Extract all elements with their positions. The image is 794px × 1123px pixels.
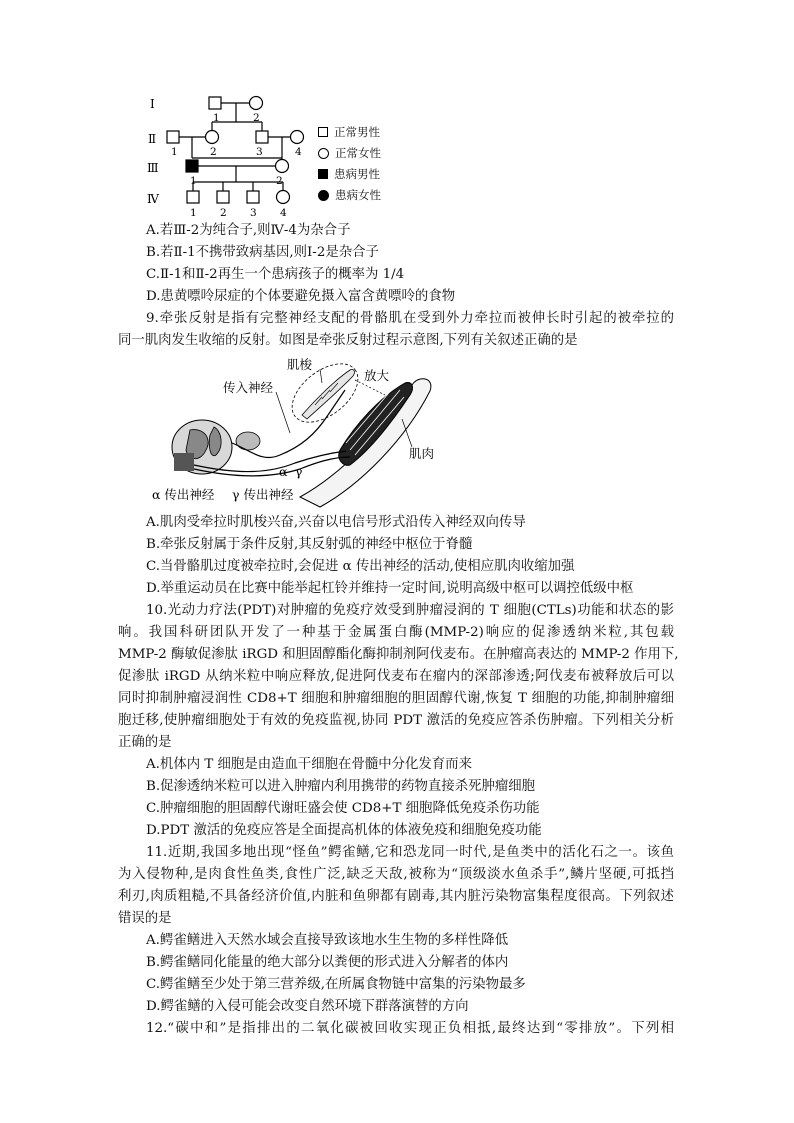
pedigree-II-3 bbox=[256, 131, 268, 143]
q9-option-b: B.牵张反射属于条件反射,其反射弧的神经中枢位于脊髓 bbox=[146, 537, 473, 552]
square-filled-icon bbox=[318, 169, 328, 179]
label-spindle: 肌梭 bbox=[287, 357, 313, 372]
num-I-2: 2 bbox=[253, 112, 260, 124]
pedigree-IV-3 bbox=[247, 191, 259, 203]
num-IV-2: 2 bbox=[220, 207, 227, 219]
label-afferent-nerve: 传入神经 bbox=[223, 380, 274, 395]
q12-stem-line-1: 12.“碳中和”是指排出的二氧化碳被回收实现正负相抵,最终达到“零排放”。下列相 bbox=[146, 1021, 674, 1036]
pedigree-I-2 bbox=[250, 97, 263, 110]
q10-stem-line-1: 10.光动力疗法(PDT)对肿瘤的免疫疗效受到肿瘤浸润的 T 细胞(CTLs)功能和状态的影 bbox=[146, 603, 674, 618]
q11-stem-line-2: 为入侵物种,是肉食性鱼类,食性广泛,缺乏天敌,被称为“顶级淡水鱼杀手”,鳞片坚硬,可抵挡 bbox=[118, 867, 674, 882]
legend-label: 正常男性 bbox=[334, 125, 380, 139]
legend-label: 正常女性 bbox=[335, 146, 381, 160]
q10-stem-line-7: 正确的是 bbox=[118, 735, 172, 750]
ventral-root-shape bbox=[174, 453, 194, 471]
q10-stem-line-5: 同时抑制肿瘤浸润性 CD8+T 细胞和肿瘤细胞的胆固醇代谢,恢复 T 细胞的功能,抑制肿瘤细 bbox=[118, 691, 674, 706]
legend-affected-female bbox=[318, 187, 381, 203]
legend-normal-male bbox=[318, 124, 380, 140]
gen-label-II: Ⅱ bbox=[148, 132, 157, 146]
pedigree-IV-2 bbox=[217, 191, 229, 203]
num-IV-4: 4 bbox=[280, 207, 287, 219]
pedigree-II-1 bbox=[167, 131, 179, 143]
q8-option-d: D.患黄嘌呤尿症的个体要避免摄入富含黄嘌呤的食物 bbox=[146, 289, 456, 304]
pedigree-IV-1 bbox=[187, 191, 199, 203]
gen-label-I: Ⅰ bbox=[150, 97, 155, 111]
num-II-1: 1 bbox=[171, 146, 178, 158]
stretch-reflex-figure bbox=[150, 355, 450, 510]
gen-label-III: Ⅲ bbox=[147, 161, 159, 175]
q11-option-b: B.鳄雀鳝同化能量的绝大部分以粪便的形式进入分解者的体内 bbox=[146, 955, 509, 970]
square-open-icon bbox=[318, 127, 328, 137]
label-alpha-efferent: α 传出神经 bbox=[152, 487, 215, 502]
pedigree-I-1 bbox=[209, 97, 221, 109]
pedigree-chart bbox=[140, 92, 320, 222]
pedigree-II-4 bbox=[291, 131, 304, 144]
q10-stem-line-6: 胞迁移,使肿瘤细胞处于有效的免疫监视,协同 PDT 激活的免疫应答杀伤肿瘤。下列相关分析 bbox=[118, 713, 674, 728]
num-III-1: 1 bbox=[190, 175, 197, 187]
num-I-1: 1 bbox=[213, 112, 220, 124]
q9-option-c: C.当骨骼肌过度被牵拉时,会促进 α 传出神经的活动,使相应肌肉收缩加强 bbox=[146, 559, 575, 574]
q11-stem-line-3: 利刃,肉质粗糙,不具备经济价值,内脏和鱼卵都有剧毒,其内脏污染物富集程度很高。下列叙述 bbox=[118, 889, 674, 904]
q11-stem-line-1: 11.近期,我国多地出现“怪鱼”鳄雀鳝,它和恐龙同一时代,是鱼类中的活化石之一。该鱼 bbox=[146, 845, 674, 860]
q10-option-c: C.肿瘤细胞的胆固醇代谢旺盛会使 CD8+T 细胞降低免疫杀伤功能 bbox=[146, 801, 540, 816]
q10-stem-line-4: 促渗肽 iRGD 从纳米粒中响应释放,促进阿伐麦布在瘤内的深部渗透;阿伐麦布被释放后可以 bbox=[118, 669, 674, 684]
q10-option-b: B.促渗透纳米粒可以进入肿瘤内利用携带的药物直接杀死肿瘤细胞 bbox=[146, 779, 536, 794]
legend-label: 患病男性 bbox=[334, 167, 380, 181]
num-IV-1: 1 bbox=[190, 207, 197, 219]
legend-label: 患病女性 bbox=[335, 188, 381, 202]
q9-stem-line-1: 9.牵张反射是指有完整神经支配的骨骼肌在受到外力牵拉而被伸长时引起的被牵拉的 bbox=[146, 311, 674, 326]
num-IV-3: 3 bbox=[250, 207, 257, 219]
q9-option-a: A.肌肉受牵拉时肌梭兴奋,兴奋以电信号形式沿传入神经双向传导 bbox=[146, 515, 526, 530]
q10-stem-line-3: MMP-2 酶敏促渗肽 iRGD 和胆固醇酯化酶抑制剂阿伐麦布。在肿瘤高表达的 MMP-2 作用下, bbox=[118, 647, 679, 662]
num-II-3: 3 bbox=[256, 146, 263, 158]
ganglion-shape bbox=[236, 432, 260, 450]
pedigree-III-1 bbox=[186, 160, 198, 172]
q10-stem-line-2: 响。我国科研团队开发了一种基于金属蛋白酶(MMP-2)响应的促渗透纳米粒,其包载 bbox=[118, 625, 674, 640]
q11-option-a: A.鳄雀鳝进入天然水域会直接导致该地水生生物的多样性降低 bbox=[146, 933, 509, 948]
pedigree-IV-4 bbox=[277, 191, 290, 204]
num-II-2: 2 bbox=[210, 146, 217, 158]
q11-option-c: C.鳄雀鳝至少处于第三营养级,在所属食物链中富集的污染物最多 bbox=[146, 977, 526, 992]
label-gamma: γ bbox=[295, 464, 303, 479]
pedigree-II-2 bbox=[206, 131, 219, 144]
circle-open-icon bbox=[318, 148, 329, 159]
gen-label-IV: Ⅳ bbox=[147, 192, 159, 206]
q8-option-a: A.若Ⅲ-2为纯合子,则Ⅳ-4为杂合子 bbox=[146, 223, 351, 238]
label-gamma-efferent: γ 传出神经 bbox=[232, 487, 294, 502]
q9-option-d: D.举重运动员在比赛中能举起杠铃并维持一定时间,说明高级中枢可以调控低级中枢 bbox=[146, 581, 634, 596]
num-II-4: 4 bbox=[295, 146, 302, 158]
pedigree-III-2 bbox=[276, 160, 289, 173]
legend-normal-female bbox=[318, 145, 381, 161]
num-III-2: 2 bbox=[276, 175, 283, 187]
q8-option-c: C.Ⅱ-1和Ⅱ-2再生一个患病孩子的概率为 1/4 bbox=[146, 267, 405, 282]
label-muscle: 肌肉 bbox=[409, 446, 435, 461]
label-magnify: 放大 bbox=[364, 368, 390, 383]
q10-option-a: A.机体内 T 细胞是由造血干细胞在骨髓中分化发育而来 bbox=[146, 757, 472, 772]
legend-affected-male bbox=[318, 166, 380, 182]
label-alpha: α bbox=[279, 464, 288, 479]
q11-option-d: D.鳄雀鳝的入侵可能会改变自然环境下群落演替的方向 bbox=[146, 999, 469, 1014]
q10-option-d: D.PDT 激活的免疫应答是全面提高机体的体液免疫和细胞免疫功能 bbox=[146, 823, 542, 838]
q9-stem-line-2: 同一肌肉发生收缩的反射。如图是牵张反射过程示意图,下列有关叙述正确的是 bbox=[118, 333, 578, 348]
q11-stem-line-4: 错误的是 bbox=[118, 911, 172, 926]
q8-option-b: B.若Ⅱ-1不携带致病基因,则Ⅰ-2是杂合子 bbox=[146, 245, 379, 260]
circle-filled-icon bbox=[318, 190, 329, 201]
